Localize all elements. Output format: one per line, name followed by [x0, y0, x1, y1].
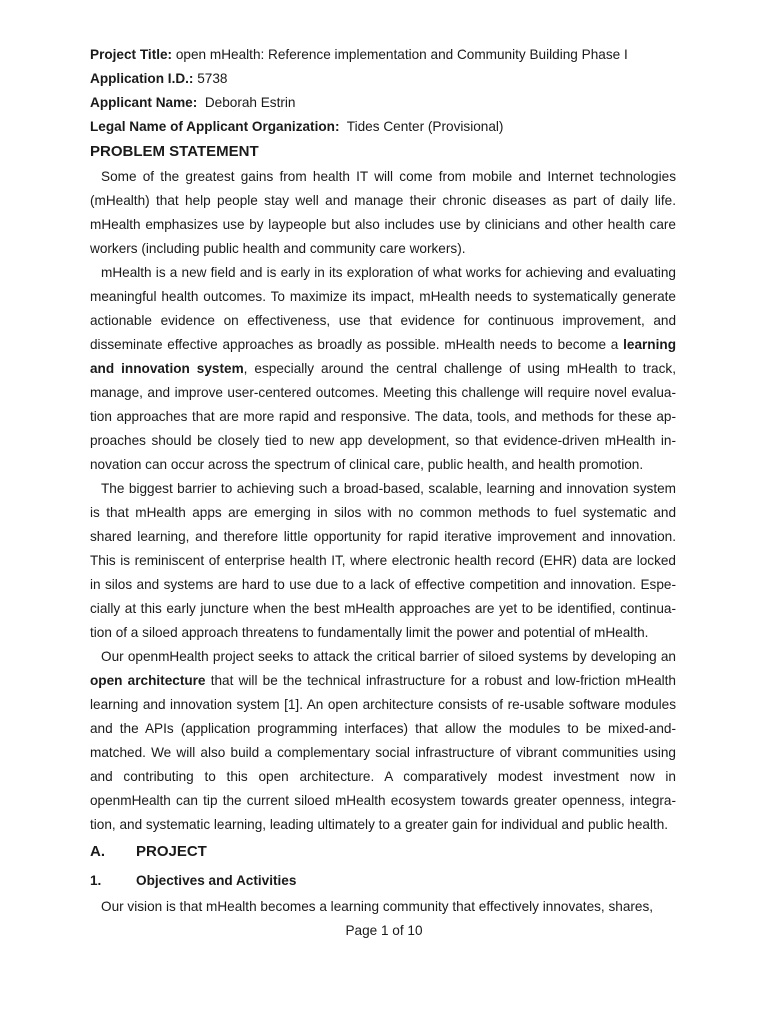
project-title-line [90, 43, 676, 67]
application-id-line [90, 67, 676, 91]
paragraph-1: Some of the greatest gains from health IT will come from mobile and Internet technologies (mHealth) that help people stay well and manage their chronic diseases as part of daily life. mHealth emphasizes use by laypeople but also includes use by clinicians and other health care workers (including public health and community care workers). [90, 169, 676, 256]
page-number-footer: Page 1 of 10 [345, 923, 423, 938]
paragraph-4-text-b: that will be the technical infrastructure for a robust and low-friction mHealth learning and innovation system [1]. An open architecture consists of re-usable software modules and the APIs (application programming interfaces) that allow the modules to be mixed-and-matched. We will also build a complementary social infrastructure of vibrant communities using and contributing to this open architecture. A comparatively modest investment now in openmHealth can tip the current siloed mHealth ecosystem towards greater openness, integration, and systematic learning, leading ultimately to a greater gain for individual and public health. [90, 673, 676, 832]
page-content [90, 43, 676, 919]
open-architecture-emphasis: open architecture [90, 673, 206, 688]
applicant-name-value: Deborah Estrin [197, 95, 296, 110]
legal-name-line [90, 115, 676, 139]
project-title-label: Project Title: [90, 47, 173, 62]
legal-name-value: Tides Center (Provisional) [339, 119, 504, 134]
problem-statement-heading: PROBLEM STATEMENT [90, 143, 259, 160]
paragraph-4-text-a: Our openmHealth project seeks to attack the critical barrier of siloed systems by developing an [101, 649, 676, 664]
paragraph-2 [90, 261, 676, 477]
section-a-heading [90, 837, 676, 866]
paragraph-2-text-a: mHealth is a new field and is early in its exploration of what works for achieving and evaluating meaningful health outcomes. To maximize its impact, mHealth needs to systematically generate actionable evidence on effectiveness, use that evidence for continuous improvement, and disseminate effective approaches as broadly as possible. mHealth needs to become a [90, 265, 676, 352]
section-a-number: A. [90, 843, 105, 860]
section-1-title: Objectives and Activities [136, 873, 297, 888]
legal-name-label: Legal Name of Applicant Organization: [90, 119, 340, 134]
section-a-title: PROJECT [136, 843, 207, 860]
applicant-name-line [90, 91, 676, 115]
applicant-name-label: Applicant Name: [90, 95, 198, 110]
application-id-label: Application I.D.: [90, 71, 194, 86]
paragraph-3: The biggest barrier to achieving such a broad-based, scalable, learning and innovation system is that mHealth apps are emerging in silos with no common methods to fuel systematic and shared learning, and therefore little opportunity for rapid iterative improvement and innovation. This is reminiscent of enterprise health IT, where electronic health record (EHR) data are locked in silos and systems are hard to use due to a lack of effective competition and innovation. Especially at this early juncture when the best mHealth approaches are yet to be identified, continuation of a siloed approach threatens to fundamentally limit the power and potential of mHealth. [90, 481, 676, 640]
paragraph-4 [90, 645, 676, 837]
paragraph-2-text-b: , especially around the central challenge of using mHealth to track, manage, and improve user-centered outcomes. Meeting this challenge will require novel evaluation approaches that are more rapid and responsive. The data, tools, and methods for these approaches should be closely tied to new app development, so that evidence-driven mHealth innovation can occur across the spectrum of clinical care, public health, and health promotion. [90, 361, 676, 472]
section-1-number: 1. [90, 873, 102, 888]
application-id-value: 5738 [193, 71, 228, 86]
section-1-heading [90, 866, 676, 895]
section-1-paragraph: Our vision is that mHealth becomes a learning community that effectively innovates, shares, [101, 899, 654, 914]
learning-innovation-emphasis: learning and innovation system [90, 337, 676, 376]
project-title-value: open mHealth: Reference implementation and Community Building Phase I [172, 47, 628, 62]
